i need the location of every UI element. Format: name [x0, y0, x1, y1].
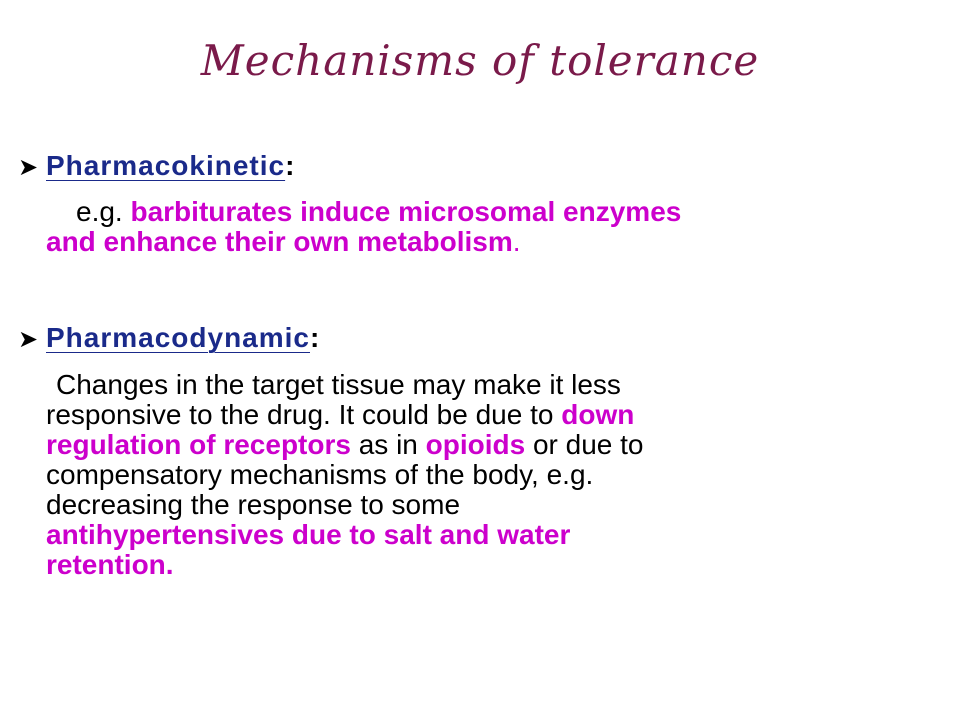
- text-line: [46, 197, 926, 227]
- bullet-pharmacodynamic: [18, 322, 319, 354]
- arrow-bullet-icon: ➤: [18, 326, 39, 353]
- highlight-text: antihypertensives due to salt and water: [46, 519, 571, 550]
- plain-text: compensatory mechanisms of the body, e.g.: [46, 459, 594, 490]
- text-line: [46, 490, 926, 520]
- plain-text: .: [512, 226, 521, 257]
- plain-text: responsive to the drug. It could be due to: [46, 399, 562, 430]
- text-line: [46, 400, 926, 430]
- plain-text: Changes in the target tissue may make it less: [56, 369, 621, 400]
- highlight-text: down: [561, 399, 635, 430]
- arrow-bullet-icon: ➤: [18, 154, 39, 181]
- text-line: [46, 227, 926, 257]
- highlight-text: barbiturates induce microsomal enzymes: [130, 196, 682, 227]
- text-line: [46, 370, 926, 400]
- paragraph-pharmacodynamic: [46, 370, 926, 580]
- text-line: [46, 550, 926, 580]
- plain-text: e.g.: [76, 196, 131, 227]
- plain-text: decreasing the response to some: [46, 489, 461, 520]
- highlight-text: retention.: [46, 549, 174, 580]
- heading-pharmacodynamic: Pharmacodynamic: [46, 322, 310, 353]
- highlight-text: and enhance their own metabolism: [46, 226, 513, 257]
- text-line: [46, 520, 926, 550]
- text-line: [46, 430, 926, 460]
- heading-pharmacokinetic: Pharmacokinetic: [46, 150, 286, 181]
- bullet-pharmacokinetic: [18, 150, 294, 182]
- heading-colon: :: [285, 150, 295, 181]
- plain-text: as in: [350, 429, 426, 460]
- slide-title: Mechanisms of tolerance: [200, 36, 760, 85]
- heading-colon: :: [310, 322, 320, 353]
- highlight-text: regulation of receptors: [46, 429, 351, 460]
- paragraph-pharmacokinetic: [46, 197, 926, 257]
- highlight-text: opioids: [425, 429, 526, 460]
- text-line: [46, 460, 926, 490]
- plain-text: or due to: [525, 429, 644, 460]
